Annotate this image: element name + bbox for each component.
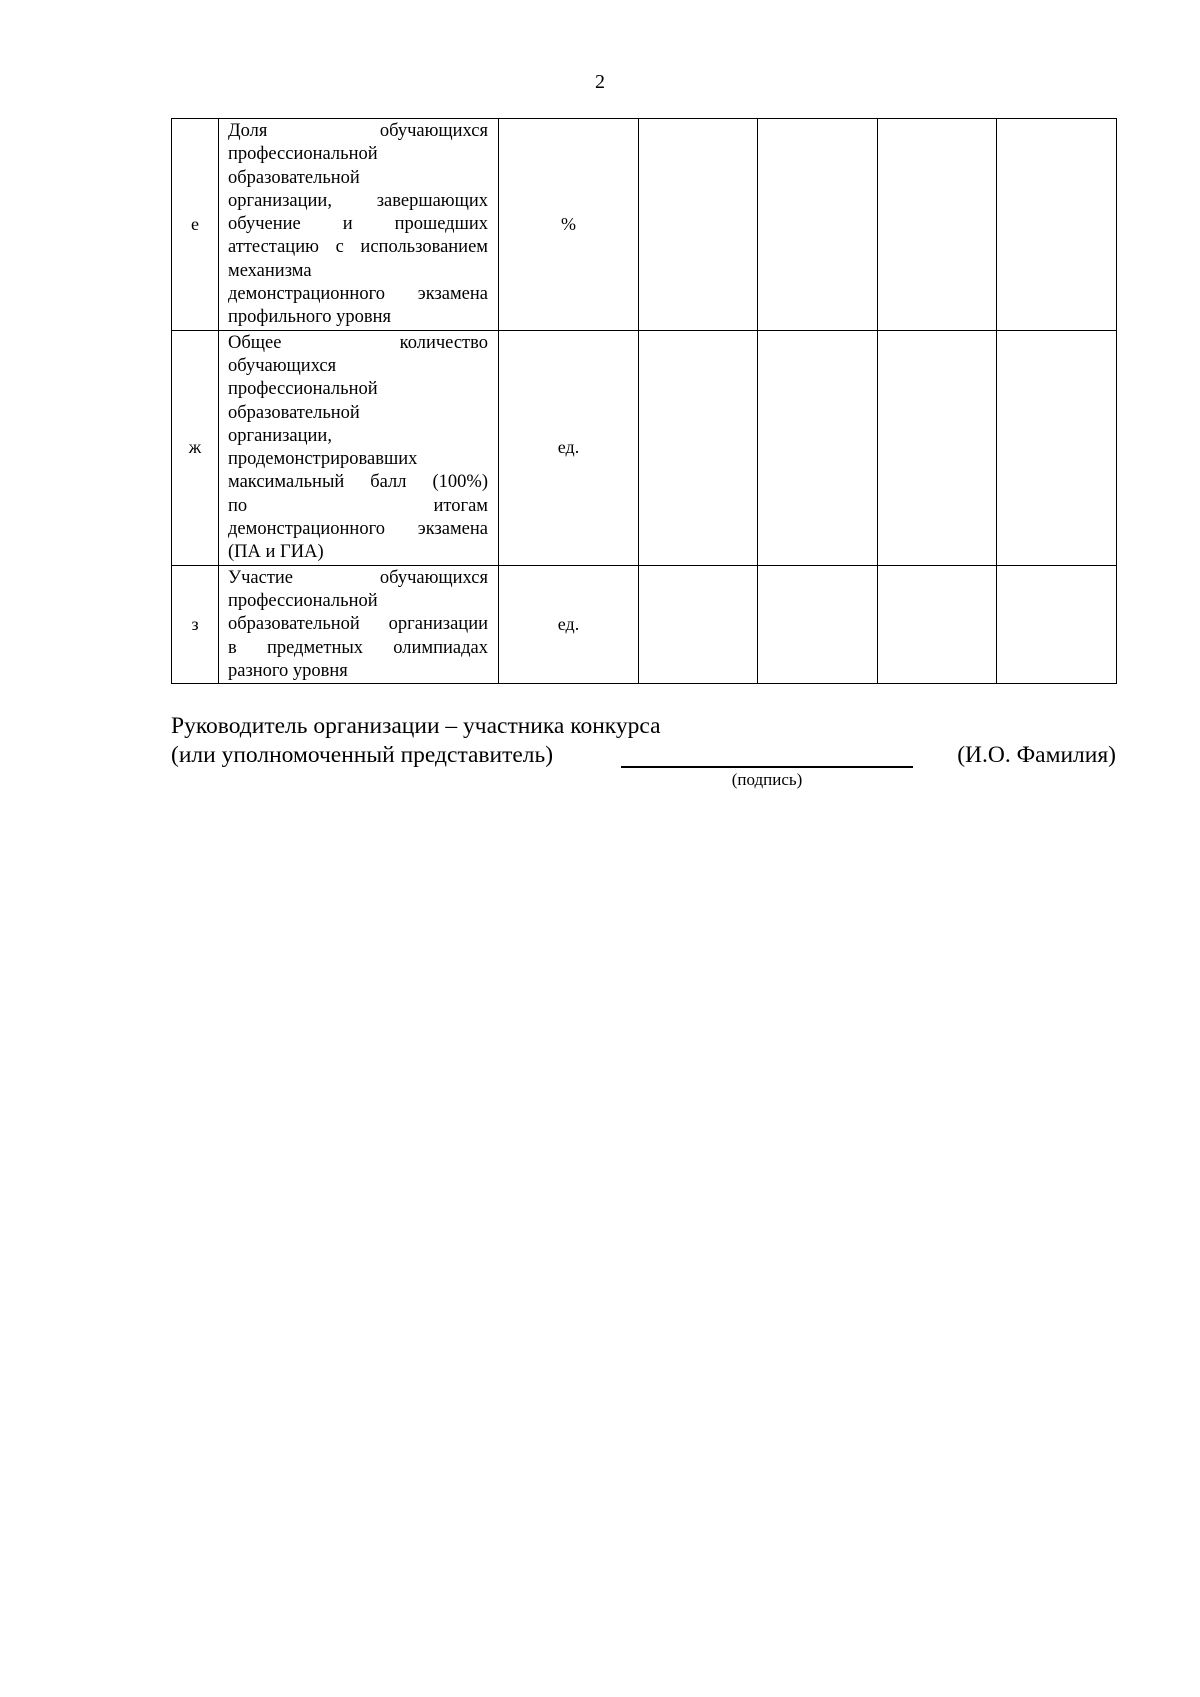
- row-unit: ед.: [499, 565, 639, 683]
- value-cell: [758, 119, 878, 331]
- row-description: [219, 119, 499, 331]
- value-cell: [997, 330, 1117, 565]
- value-cell: [878, 565, 997, 683]
- description-line: демонстрационного экзамена: [228, 284, 488, 305]
- value-cell: [997, 565, 1117, 683]
- signature-line: [621, 766, 913, 768]
- value-cell: [758, 565, 878, 683]
- row-unit: %: [499, 119, 639, 331]
- description-line: разного уровня: [228, 660, 348, 681]
- description-line: профессиональной: [228, 144, 378, 165]
- value-cell: [639, 330, 758, 565]
- description-line: организации,: [228, 425, 332, 446]
- description-line: демонстрационного экзамена: [228, 519, 488, 540]
- description-line: продемонстрировавших: [228, 449, 418, 470]
- value-cell: [639, 119, 758, 331]
- value-cell: [878, 119, 997, 331]
- description-line: организации, завершающих: [228, 190, 488, 211]
- row-description: [219, 565, 499, 683]
- signatory-name-placeholder: (И.О. Фамилия): [957, 742, 1116, 768]
- description-line: образовательной: [228, 402, 360, 423]
- description-line: профессиональной: [228, 379, 378, 400]
- description-line: Доля обучающихся: [228, 121, 488, 141]
- description-line: обучающихся: [228, 355, 337, 376]
- signature-caption: (подпись): [731, 770, 803, 789]
- value-cell: [758, 330, 878, 565]
- description-line: максимальный балл (100%): [228, 472, 488, 493]
- table-row: [172, 119, 1117, 331]
- description-line: по итогам: [228, 495, 488, 516]
- page-number: 2: [595, 71, 605, 93]
- signatory-subtitle: (или уполномоченный представитель): [171, 742, 554, 768]
- row-letter: ж: [172, 330, 219, 565]
- row-letter: е: [172, 119, 219, 331]
- row-letter: з: [172, 565, 219, 683]
- description-line: механизма: [228, 260, 312, 281]
- description-line: аттестацию с использованием: [228, 237, 488, 258]
- indicators-table: [171, 118, 1117, 684]
- value-cell: [997, 119, 1117, 331]
- value-cell: [878, 330, 997, 565]
- value-cell: [639, 565, 758, 683]
- table-row: [172, 330, 1117, 565]
- table-row: [172, 565, 1117, 683]
- description-line: профильного уровня: [228, 307, 392, 328]
- description-line: Участие обучающихся: [228, 567, 488, 588]
- description-line: профессиональной: [228, 590, 378, 611]
- row-description: [219, 330, 499, 565]
- description-line: в предметных олимпиадах: [228, 637, 488, 658]
- description-line: образовательной организации: [228, 614, 488, 635]
- signatory-title: Руководитель организации – участника конкурса: [171, 713, 661, 739]
- row-unit: ед.: [499, 330, 639, 565]
- description-line: (ПА и ГИА): [228, 542, 324, 563]
- description-line: Общее количество: [228, 332, 488, 353]
- description-line: образовательной: [228, 167, 360, 188]
- description-line: обучение и прошедших: [228, 214, 488, 235]
